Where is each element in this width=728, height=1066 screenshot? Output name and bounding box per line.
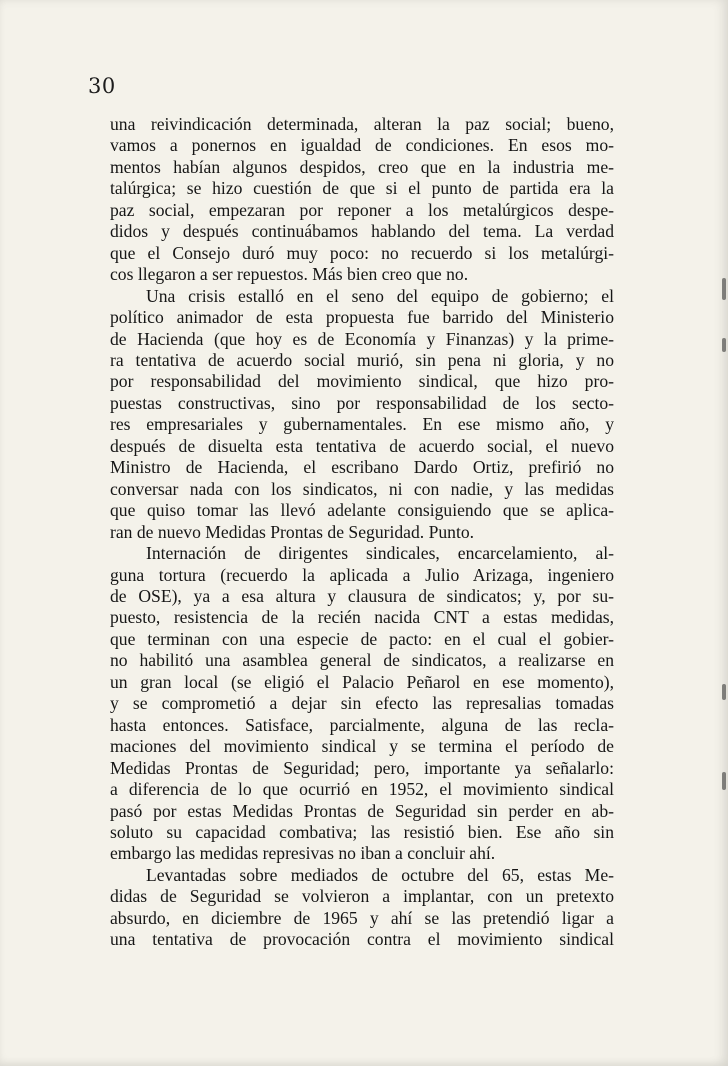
text-line: ra tentativa de acuerdo social murió, sin pena ni gloria, y no	[110, 349, 614, 370]
text-line: didas de Seguridad se volvieron a implantar, con un pretexto	[110, 886, 614, 907]
text-line: que quiso tomar las llevó adelante consiguiendo que se aplica-	[110, 500, 614, 521]
page-number: 30	[88, 74, 116, 98]
text-line: después de disuelta esta tentativa de acuerdo social, el nuevo	[110, 435, 614, 456]
text-line: que el Consejo duró muy poco: no recuerdo si los metalúrgi-	[110, 242, 614, 263]
text-line: vamos a ponernos en igualdad de condiciones. En esos mo-	[110, 135, 614, 156]
text-line: hasta entonces. Satisface, parcialmente, alguna de las recla-	[110, 714, 614, 735]
edge-mark	[722, 338, 726, 352]
paragraph	[110, 865, 614, 951]
text-line: pasó por estas Medidas Prontas de Seguridad sin perder en ab-	[110, 800, 614, 821]
text-line: paz social, empezaran por reponer a los metalúrgicos despe-	[110, 199, 614, 220]
text-line: político animador de esta propuesta fue barrido del Ministerio	[110, 307, 614, 328]
text-line: de OSE), ya a esa altura y clausura de sindicatos; y, por su-	[110, 585, 614, 606]
text-line: puestas constructivas, sino por responsabilidad de los secto-	[110, 392, 614, 413]
text-line: mentos habían algunos despidos, creo que en la industria me-	[110, 156, 614, 177]
text-line: soluto su capacidad combativa; las resistió bien. Ese año sin	[110, 821, 614, 842]
text-line: absurdo, en diciembre de 1965 y ahí se las pretendió ligar a	[110, 907, 614, 928]
text-line: guna tortura (recuerdo la aplicada a Julio Arizaga, ingeniero	[110, 564, 614, 585]
text-line: una reivindicación determinada, alteran la paz social; bueno,	[110, 114, 614, 134]
text-line: de Hacienda (que hoy es de Economía y Finanzas) y la prime-	[110, 328, 614, 349]
edge-mark	[722, 772, 726, 790]
text-line: a diferencia de lo que ocurrió en 1952, el movimiento sindical	[110, 779, 614, 800]
text-line: Levantadas sobre mediados de octubre del 65, estas Me-	[146, 864, 614, 885]
edge-mark	[722, 684, 726, 700]
text-line: y se comprometió a dejar sin efecto las represalias tomadas	[110, 693, 614, 714]
text-line: maciones del movimiento sindical y se termina el período de	[110, 736, 614, 757]
text-line: Internación de dirigentes sindicales, encarcelamiento, al-	[146, 543, 614, 564]
text-line: puesto, resistencia de la recién nacida CNT a estas medidas,	[110, 607, 614, 628]
text-line: Ministro de Hacienda, el escribano Dardo Ortiz, prefirió no	[110, 457, 614, 478]
text-line: Medidas Prontas de Seguridad; pero, importante ya señalarlo:	[110, 757, 614, 778]
text-line: embargo las medidas represivas no iban a concluir ahí.	[110, 843, 496, 864]
text-line: ran de nuevo Medidas Prontas de Seguridad. Punto.	[110, 521, 475, 542]
edge-mark	[722, 278, 726, 300]
paragraph	[110, 543, 614, 865]
text-line: talúrgica; se hizo cuestión de que si el punto de partida era la	[110, 178, 614, 199]
text-line: didos y después continuábamos hablando del tema. La verdad	[110, 221, 614, 242]
text-line: conversar nada con los sindicatos, ni con nadie, y las medidas	[110, 478, 614, 499]
text-line: no habilitó una asamblea general de sindicatos, a realizarse en	[110, 650, 614, 671]
text-line: res empresariales y gubernamentales. En ese mismo año, y	[110, 414, 614, 435]
body-text	[110, 114, 614, 951]
text-line: una tentativa de provocación contra el movimiento sindical	[110, 929, 614, 950]
text-line: un gran local (se eligió el Palacio Peñarol en ese momento),	[110, 671, 614, 692]
text-line: por responsabilidad del movimiento sindical, que hizo pro-	[110, 371, 614, 392]
paragraph	[110, 114, 614, 286]
text-line: cos llegaron a ser repuestos. Más bien creo que no.	[110, 264, 469, 285]
paragraph	[110, 286, 614, 543]
text-line: que terminan con una especie de pacto: en el cual el gobier-	[110, 628, 614, 649]
text-line: Una crisis estalló en el seno del equipo de gobierno; el	[146, 285, 614, 306]
